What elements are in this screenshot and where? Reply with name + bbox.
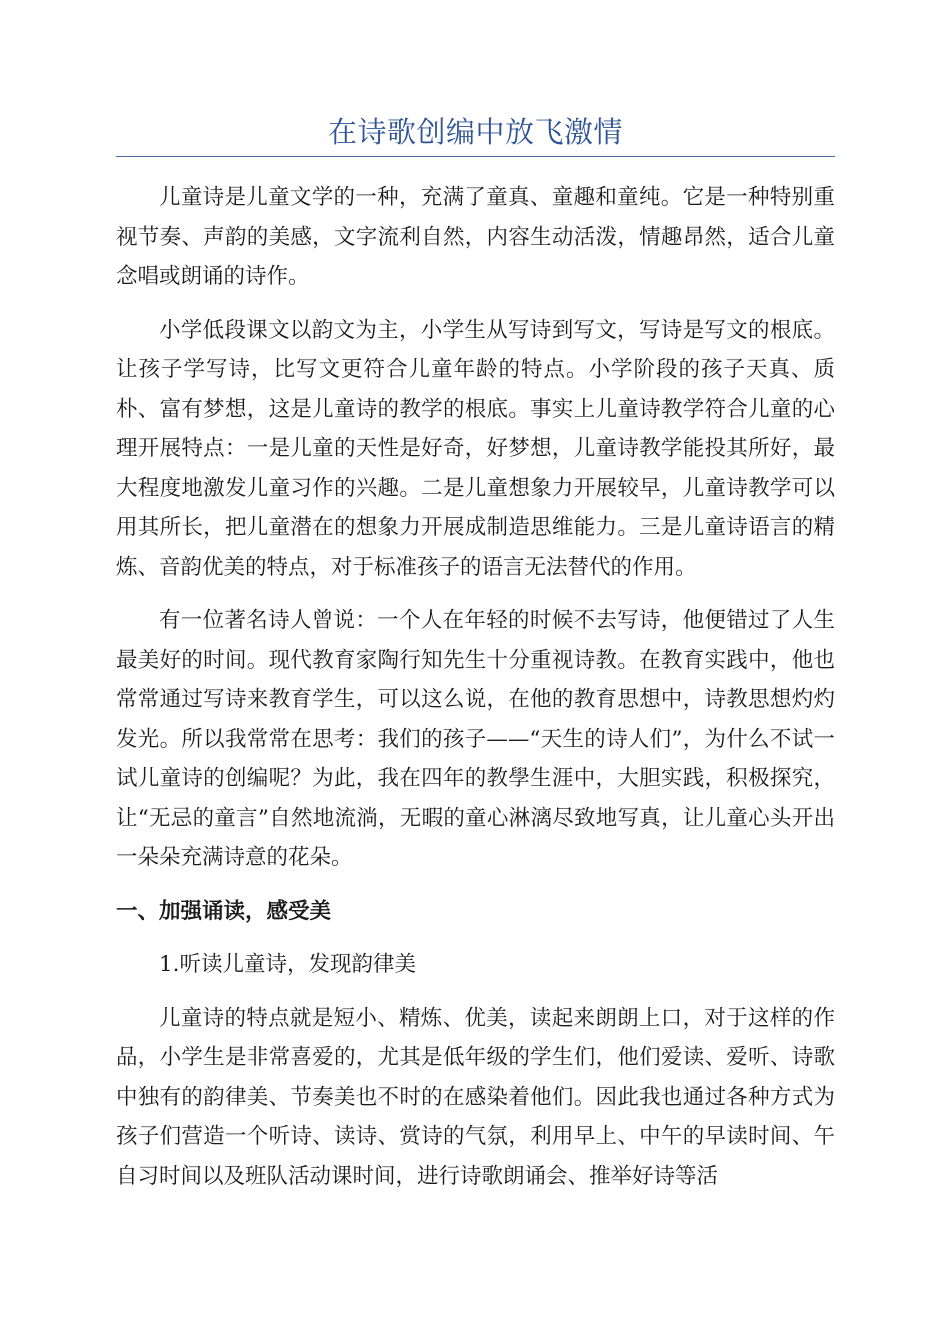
paragraph-3: 有一位著名诗人曾说：一个人在年轻的时候不去写诗，他便错过了人生最美好的时间。现代教育家陶行知先生十分重视诗教。在教育实践中，他也常常通过写诗来教育学生，可以这么说，在他的教育思想中，诗教思想灼灼发光。所以我常常在思考：我们的孩子——“天生的诗人们”，为什么不试一试儿童诗的创编呢？为此，我在四年的教學生涯中，大胆实践，积极探究，让“无忌的童言”自然地流淌，无暇的童心淋漓尽致地写真，让儿童心头开出一朵朵充满诗意的花朵。 (116, 608, 835, 870)
paragraph-2: 小学低段课文以韵文为主，小学生从写诗到写文，写诗是写文的根底。让孩子学写诗，比写文更符合儿童年龄的特点。小学阶段的孩子天真、质朴、富有梦想，这是儿童诗的教学的根底。事实上儿童诗教学符合儿童的心理开展特点：一是儿童的天性是好奇，好梦想，儿童诗教学能投其所好，最大程度地激发儿童习作的兴趣。二是儿童想象力开展较早，儿童诗教学可以用其所长，把儿童潜在的想象力开展成制造思维能力。三是儿童诗语言的精炼、音韵优美的特点，对于标准孩子的语言无法替代的作用。 (116, 317, 835, 580)
paragraph-4: 儿童诗的特点就是短小、精炼、优美，读起来朗朗上口，对于这样的作品，小学生是非常喜爱的，尤其是低年级的学生们，他们爱读、爱听、诗歌中独有的韵律美、节奏美也不时的在感染着他们。因此我也通过各种方式为孩子们营造一个听诗、读诗、赏诗的气氛，利用早上、中午的早读时间、午自习时间以及班队活动课时间，进行诗歌朗诵会、推举好诗等活 (116, 1005, 835, 1189)
document-title: 在诗歌创编中放飞激情 (327, 115, 623, 149)
document-body (116, 178, 835, 1210)
title-block (116, 112, 835, 157)
section-heading: 一、加强诵读，感受美 (116, 898, 332, 924)
subsection-heading: 1.听读儿童诗，发现韵律美 (159, 952, 417, 977)
paragraph-1: 儿童诗是儿童文学的一种，充满了童真、童趣和童纯。它是一种特别重视节奏、声韵的美感，文字流利自然，内容生动活泼，情趣昂然，适合儿童念唱或朗诵的诗作。 (116, 185, 835, 289)
